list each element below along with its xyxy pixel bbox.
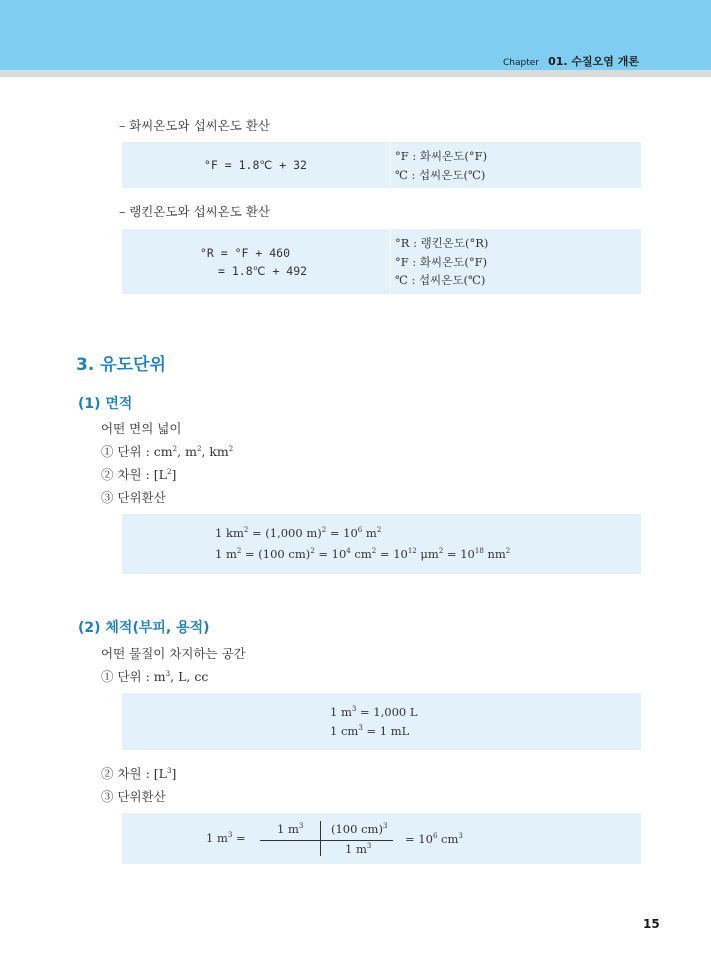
volume-conversion-box	[122, 813, 641, 864]
area-heading: (1) 면적	[78, 396, 133, 412]
volume-frac-lhs: 1 $m^3$ =	[206, 831, 246, 845]
legend-line: °R : 랭킨온도(°R)	[395, 236, 489, 250]
area-equation-m: 1 $m^2 = (100$ $cm)^2 = 10^4$ $cm^2 = 10^{12}$ $\mu m^2 = 10^{18}$ $nm^2$	[215, 547, 511, 561]
volume-equation-m3: 1 $m^3 = 1,000$ L	[330, 705, 418, 719]
page-number: 15	[643, 917, 660, 931]
volume-description: 어떤 물질이 차지하는 공간	[101, 646, 246, 661]
box-divider	[390, 142, 391, 188]
fahrenheit-legend	[395, 147, 487, 184]
fraction-divider	[320, 821, 321, 856]
header-divider	[0, 70, 711, 77]
unit-label: ① 단위 :	[101, 669, 154, 684]
legend-line: ℃ : 섭씨온도(℃)	[395, 273, 486, 287]
legend-line: °F : 화씨온도(°F)	[395, 254, 488, 269]
box-divider	[390, 229, 391, 294]
chapter-label: Chapter	[503, 58, 539, 68]
volume-unit-box	[122, 693, 641, 750]
area-description: 어떤 면의 넓이	[101, 421, 182, 436]
rankine-celsius-title: – 랭킨온도와 섭씨온도 환산	[119, 204, 270, 219]
unit-label: ① 단위 :	[101, 444, 154, 459]
rankine-formula-box	[122, 229, 641, 294]
volume-unit-line: ① 단위 : $m^3$, L, cc	[101, 669, 209, 684]
fahrenheit-formula: °F = 1.8℃ + 32	[204, 158, 307, 172]
section-title: 3. 유도단위	[76, 355, 166, 375]
rankine-formula-line2: = 1.8℃ + 492	[218, 264, 308, 278]
dimension-label: ② 차원 :	[101, 467, 154, 482]
area-equation-km: 1 $km^2 = (1,000$ $m)^2 = 10^6$ $m^2$	[215, 526, 382, 540]
legend-line: °F : 화씨온도(°F)	[395, 149, 488, 163]
area-conversion-box	[122, 514, 641, 574]
volume-equation-cm3: 1 $cm^3 = 1$ mL	[330, 724, 410, 738]
fahrenheit-celsius-title: – 화씨온도와 섭씨온도 환산	[119, 118, 270, 133]
chapter-heading	[503, 50, 639, 69]
volume-frac-rhs: = $10^6$ $cm^3$	[405, 832, 463, 846]
volume-dimension-line: ② 차원 : $[L^3]$	[101, 766, 177, 781]
area-dimension-line: ② 차원 : $[L^2]$	[101, 467, 177, 482]
legend-line: ℃ : 섭씨온도(℃)	[395, 167, 486, 182]
rankine-formula-line1: °R = °F + 460	[200, 246, 291, 260]
volume-frac-den: 1 $m^3$	[345, 842, 372, 856]
chapter-title: 01. 수질오염 개론	[548, 55, 639, 68]
area-conversion-label: ③ 단위환산	[101, 490, 166, 505]
fahrenheit-formula-box	[122, 142, 641, 188]
rankine-legend	[395, 234, 488, 290]
volume-heading: (2) 체적(부피, 용적)	[78, 620, 210, 636]
volume-frac-num2: (100 cm)$^3$	[331, 822, 388, 836]
area-unit-line: ① 단위 : $cm^2$, $m^2$, $km^2$	[101, 444, 234, 459]
fraction-bar	[260, 840, 393, 841]
dimension-label: ② 차원 :	[101, 766, 154, 781]
volume-conversion-label: ③ 단위환산	[101, 789, 166, 804]
volume-frac-num1: 1 $m^3$	[277, 822, 304, 836]
